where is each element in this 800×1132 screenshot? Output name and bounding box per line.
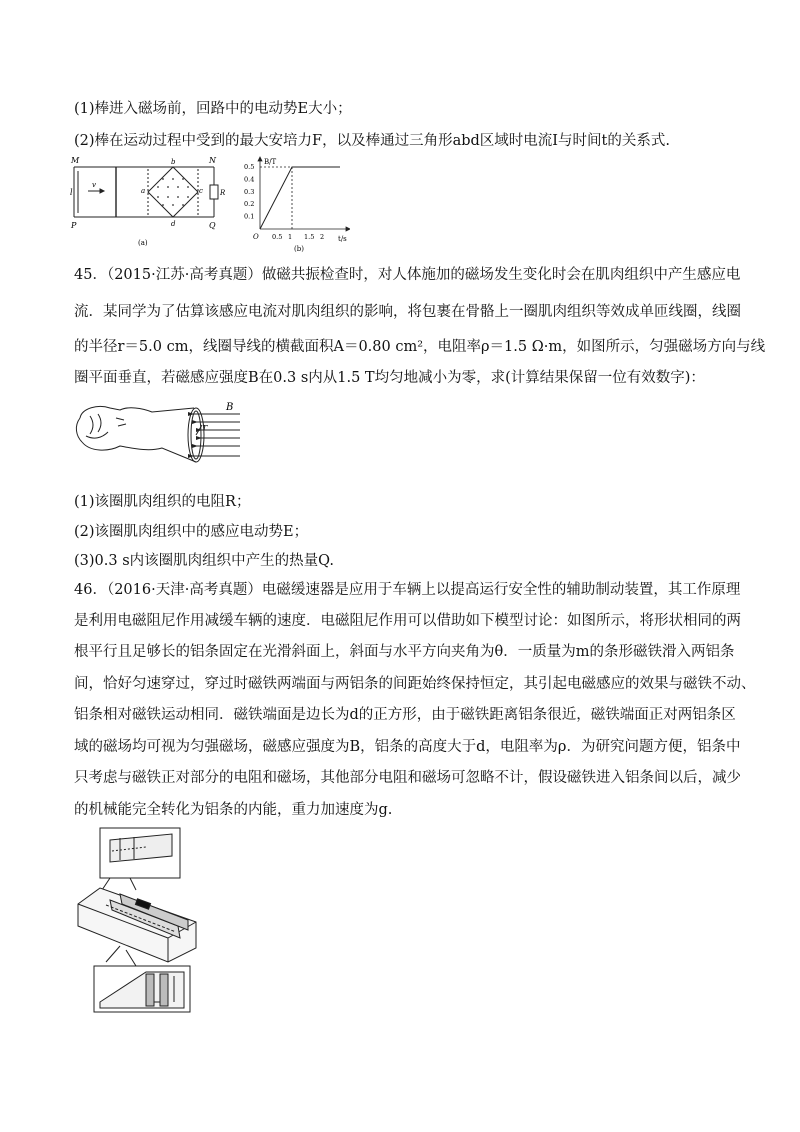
label-a: a [141, 187, 146, 195]
q45-sub1: (1)该圈肌肉组织的电阻R； [74, 494, 251, 510]
x-tick-label: 1 [288, 233, 293, 241]
y-tick-label: 0.4 [244, 175, 255, 184]
label-P: P [71, 221, 77, 230]
q45-line3: 的半径r＝5.0 cm，线圈导线的横截面积A＝0.80 cm²，电阻率ρ＝1.5 Ω·m，如图所示，匀强磁场方向与线 [74, 339, 766, 355]
q45-sub2: (2)该圈肌肉组织中的感应电动势E； [74, 524, 309, 540]
caption-a: (a) [138, 239, 148, 247]
y-tick-label: 0.1 [244, 212, 255, 221]
label-b: b [171, 158, 176, 166]
label-Q: Q [209, 221, 216, 230]
q46-line4: 间，恰好匀速穿过，穿过时磁铁两端面与两铝条的间距始终保持恒定，其引起电磁感应的效果与磁铁不动、 [74, 676, 756, 692]
x-tick-label: 2 [320, 233, 325, 241]
label-M: M [71, 156, 80, 165]
x-tick-label: 1.5 [304, 233, 315, 241]
y-axis-label: B/T [264, 158, 277, 166]
label-N: N [209, 156, 216, 165]
label-d: d [171, 220, 176, 228]
figure-b-bt-graph [238, 155, 350, 253]
y-tick-label: 0.5 [244, 163, 255, 171]
q46-line1: 46．（2016·天津·高考真题）电磁缓速器是应用于车辆上以提高运行安全性的辅助制动装置，其工作原理 [74, 582, 741, 598]
q46-line3: 根平行且足够长的铝条固定在光滑斜面上，斜面与水平方向夹角为θ．一质量为m的条形磁铁滑入两铝条 [74, 644, 735, 660]
caption-b: (b) [294, 245, 304, 253]
q46-line2: 是利用电磁阻尼作用减缓车辆的速度．电磁阻尼作用可以借助如下模型讨论：如图所示，将形状相同的两 [74, 613, 741, 629]
label-r: r [203, 423, 208, 433]
figure-incline-aluminum-strips [76, 826, 216, 1016]
q45-line2: 流．某同学为了估算该感应电流对肌肉组织的影响，将包裹在骨骼上一圈肌肉组织等效成单匝线圈，线圈 [74, 304, 741, 320]
q46-line6: 域的磁场均可视为匀强磁场，磁感应强度为B，铝条的高度大于d，电阻率为ρ．为研究问题方便，铝条中 [74, 739, 741, 755]
y-tick-label: 0.2 [244, 200, 255, 209]
origin-label: O [253, 233, 259, 241]
y-tick-label: 0.3 [244, 187, 255, 196]
q44-sub1: (1)棒进入磁场前，回路中的电动势E大小； [74, 101, 352, 117]
q46-line5: 铝条相对磁铁运动相同．磁铁端面是边长为d的正方形，由于磁铁距离铝条很近，磁铁端面正对两铝条区 [74, 707, 736, 723]
q46-line8: 的机械能完全转化为铝条的内能，重力加速度为g. [74, 802, 393, 818]
x-axis-label: t/s [338, 235, 347, 243]
label-B: B [226, 402, 234, 413]
label-R: R [220, 189, 226, 197]
label-l: l [70, 188, 73, 197]
q45-line1: 45．（2015·江苏·高考真题）做磁共振检查时，对人体施加的磁场发生变化时会在肌肉组织中产生感应电 [74, 267, 741, 283]
q44-sub2: (2)棒在运动过程中受到的最大安培力F，以及棒通过三角形abd区域时电流I与时间t的关系式. [74, 133, 670, 149]
q46-line7: 只考虑与磁铁正对部分的电阻和磁场，其他部分电阻和磁场可忽略不计，假设磁铁进入铝条间以后，减少 [74, 770, 741, 786]
figure-arm-coil [72, 396, 244, 472]
figure-a-rails-circuit [68, 155, 238, 250]
q45-sub3: (3)0.3 s内该圈肌肉组织中产生的热量Q. [74, 553, 334, 569]
label-c: c [199, 187, 203, 195]
series-line [260, 167, 340, 229]
label-v: v [92, 181, 96, 189]
x-tick-label: 0.5 [272, 233, 283, 241]
q45-line4: 圈平面垂直，若磁感应强度B在0.3 s内从1.5 T均匀地减小为零，求(计算结果保留一位有效数字)： [74, 370, 705, 386]
